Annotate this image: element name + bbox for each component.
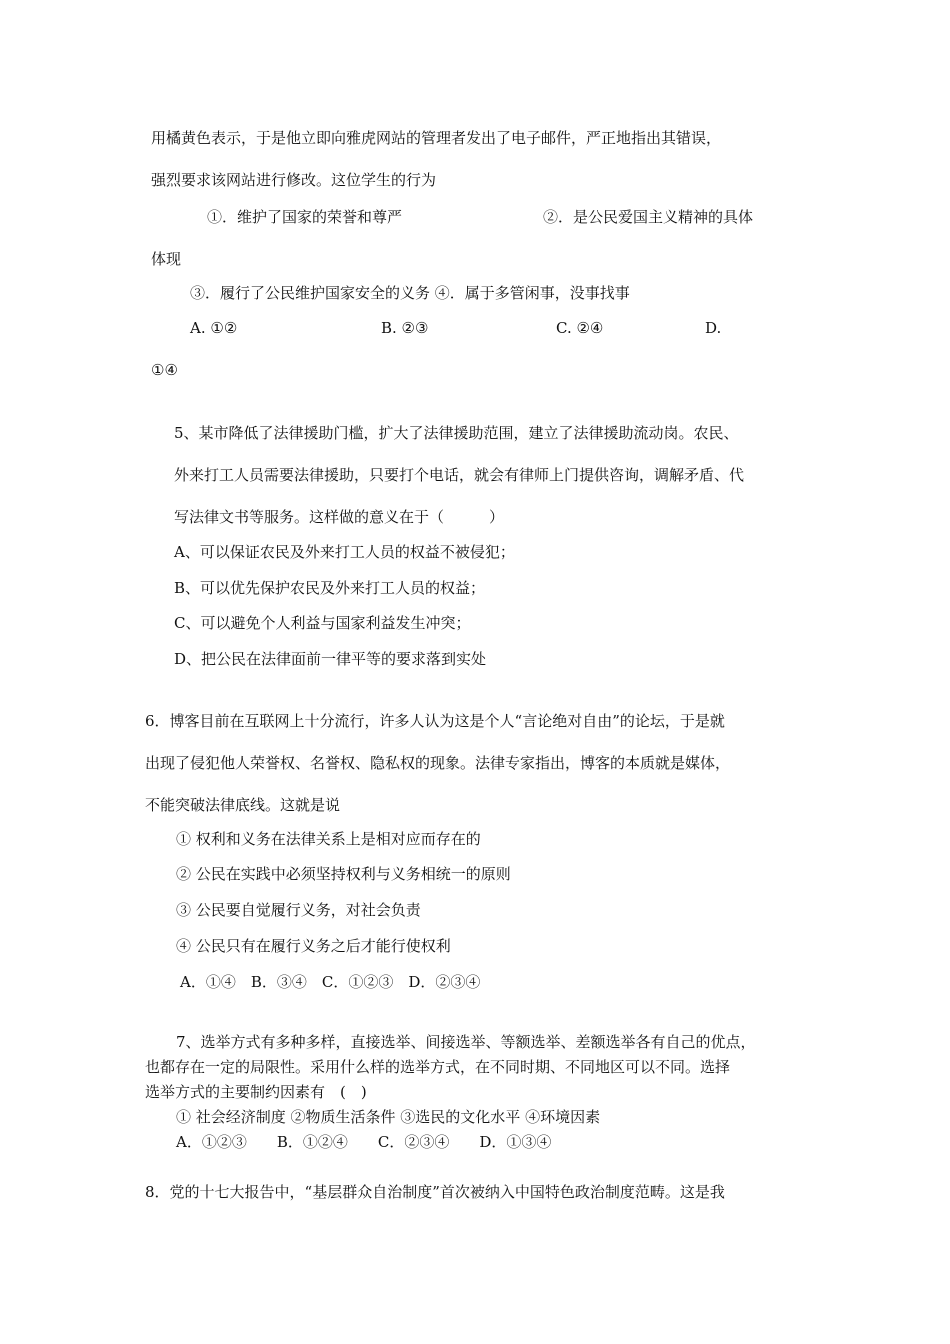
q7-line-1: 7、选举方式有多种多样，直接选举、间接选举、等额选举、差额选举各有自己的优点， — [176, 1033, 756, 1051]
q4-choice-a: A. ①② — [190, 319, 238, 337]
q4-choice-d: D. — [705, 319, 722, 337]
q4-choice-d-continued: ①④ — [151, 361, 178, 379]
q4-option-2-continued: 体现 — [151, 250, 182, 268]
q6-item-4: ④ 公民只有在履行义务之后才能行使权利 — [176, 937, 451, 955]
q4-options-3-4: ③．履行了公民维护国家安全的义务 ④．属于多管闲事，没事找事 — [190, 284, 630, 302]
q6-item-1: ① 权利和义务在法律关系上是相对应而存在的 — [176, 830, 481, 848]
q6-choices: A．①④ B．③④ C．①②③ D．②③④ — [180, 973, 481, 991]
q5-option-b: B、可以优先保护农民及外来打工人员的权益； — [174, 579, 486, 597]
q7-choices: A．①②③ B．①②④ C．②③④ D．①③④ — [176, 1133, 552, 1151]
q4-choice-c: C. ②④ — [556, 319, 604, 337]
q6-line-2: 出现了侵犯他人荣誉权、名誉权、隐私权的现象。法律专家指出，博客的本质就是媒体， — [145, 754, 731, 772]
q4-line-1: 用橘黄色表示，于是他立即向雅虎网站的管理者发出了电子邮件，严正地指出其错误， — [151, 129, 722, 147]
q6-item-2: ② 公民在实践中必须坚持权利与义务相统一的原则 — [176, 865, 511, 883]
q5-option-c: C、可以避免个人利益与国家利益发生冲突； — [174, 614, 471, 632]
q4-option-1: ①．维护了国家的荣誉和尊严 — [207, 208, 403, 226]
q6-line-1: 6．博客目前在互联网上十分流行，许多人认为这是个人“言论绝对自由”的论坛，于是就 — [145, 712, 725, 730]
q5-option-d: D、把公民在法律面前一律平等的要求落到实处 — [174, 650, 487, 668]
q7-line-3: 选举方式的主要制约因素有 ( ) — [145, 1083, 367, 1101]
q5-line-2: 外来打工人员需要法律援助，只要打个电话，就会有律师上门提供咨询，调解矛盾、代 — [174, 466, 745, 484]
q4-line-2: 强烈要求该网站进行修改。这位学生的行为 — [151, 171, 437, 189]
q5-option-a: A、可以保证农民及外来打工人员的权益不被侵犯； — [174, 543, 515, 561]
q7-items: ① 社会经济制度 ②物质生活条件 ③选民的文化水平 ④环境因素 — [176, 1108, 601, 1126]
q7-line-2: 也都存在一定的局限性。采用什么样的选举方式，在不同时期、不同地区可以不同。选择 — [145, 1058, 731, 1076]
q5-line-3: 写法律文书等服务。这样做的意义在于（ ） — [174, 508, 505, 526]
q6-item-3: ③ 公民要自觉履行义务，对社会负责 — [176, 901, 421, 919]
q4-choice-b: B. ②③ — [381, 319, 429, 337]
q4-option-2: ②．是公民爱国主义精神的具体 — [543, 208, 754, 226]
q8-line-1: 8．党的十七大报告中，“基层群众自治制度”首次被纳入中国特色政治制度范畴。这是我 — [145, 1183, 725, 1201]
q5-line-1: 5、某市降低了法律援助门槛，扩大了法律援助范围，建立了法律援助流动岗。农民、 — [174, 424, 739, 442]
q6-line-3: 不能突破法律底线。这就是说 — [145, 796, 341, 814]
